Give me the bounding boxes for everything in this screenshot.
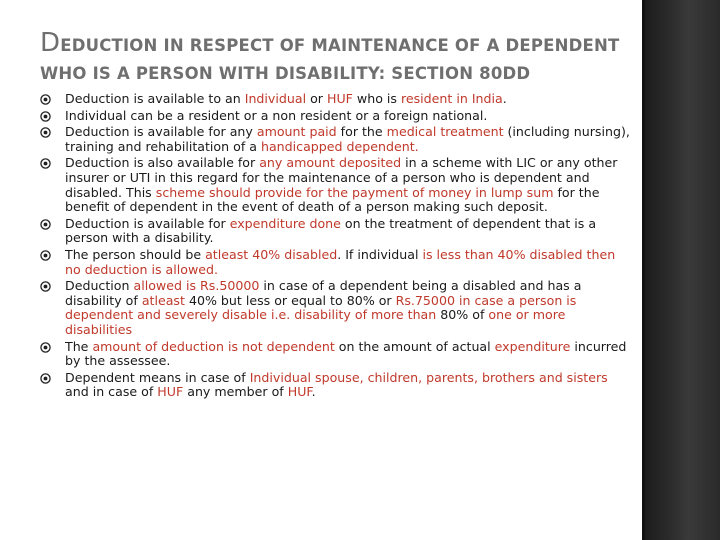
highlighted-text: Rs.75000 in case a person is dependent and severely disable i.e. disability of more than [65,292,577,323]
body-text: 80% of [436,307,489,323]
circled-dot-icon [40,158,51,169]
highlighted-text: atleast 40% disabled [205,246,338,262]
body-text: Dependent means in case of [65,369,250,385]
bullet-list [40,92,630,402]
circled-dot-icon [40,111,51,122]
bullet-item [40,109,630,124]
bullet-item [40,156,630,214]
body-text: The person should be [65,246,206,262]
body-text: 40% but less or equal to 80% or [184,292,396,308]
body-text: any member of [183,384,288,400]
body-text: for the [336,124,387,140]
highlighted-text: HUF [326,91,353,106]
circled-dot-icon [40,127,51,138]
title-line1: EDUCTION IN RESPECT OF MAINTENANCE OF A DEPENDENT [60,36,620,55]
highlighted-text: allowed is Rs.50000 [133,278,260,294]
highlighted-text: Individual [244,91,307,106]
highlighted-text: expenditure [494,338,571,354]
body-text: Deduction is also available for [65,155,260,171]
highlighted-text: expenditure done [229,215,341,231]
body-text: The [65,338,93,354]
body-text: on the amount of actual [334,338,495,354]
highlighted-text: resident in India [400,91,503,106]
highlighted-text: amount of deduction is not dependent [92,338,335,354]
bullet-item [40,217,630,246]
highlighted-text: medical treatment [386,124,504,140]
highlighted-text: HUF [287,384,312,400]
highlighted-text: HUF [157,384,184,400]
highlighted-text: one or more disabilities [65,307,566,337]
bullet-item [40,92,630,107]
decorative-sidebar [642,0,720,540]
circled-dot-icon [40,373,51,384]
circled-dot-icon [40,250,51,261]
body-text: on the treatment of dependent that is a person with a disability. [65,215,597,246]
body-text: . If individual [337,246,423,262]
bullet-item [40,371,630,400]
highlighted-text: atleast [141,292,185,308]
body-text: Deduction [65,278,134,294]
bullet-item [40,248,630,277]
circled-dot-icon [40,219,51,230]
highlighted-text: Individual spouse, children, parents, brothers and sisters [249,369,608,385]
bullet-item [40,340,630,369]
highlighted-text: is less than 40% disabled then no deduction is allowed. [65,246,616,277]
body-text: . [502,91,507,106]
body-text: in a scheme with LIC or any other insurer or UTI in this regard for the maintenance of a person who is dependent and disabled. This [65,155,618,200]
body-text: (including nursing), training and rehabilitation of a [65,124,630,154]
highlighted-text: handicapped dependent. [260,138,419,154]
body-text: Deduction is available for [65,215,230,231]
body-text: Individual can be a resident or a non resident or a foreign national. [65,107,488,123]
body-text: and in case of [65,384,158,400]
body-text: Deduction is available for any [65,124,257,140]
body-text: incurred by the assessee. [65,338,627,369]
title-initial: D [40,28,61,58]
bullet-item [40,125,630,154]
circled-dot-icon [40,342,51,353]
body-text: for the benefit of dependent in the event of death of a person making such deposit. [65,184,600,215]
highlighted-text: amount paid [256,124,337,140]
title-line2: WHO IS A PERSON WITH DISABILITY: SECTION 80DD [40,64,531,84]
body-text: or [306,91,327,106]
body-text: in case of a dependent being a disabled and has a disability of [65,278,582,308]
highlighted-text: scheme should provide for the payment of money in lump sum [155,184,554,200]
body-text: . [311,384,316,400]
body-text: who is [352,91,401,106]
circled-dot-icon [40,281,51,292]
slide-title [40,26,630,85]
highlighted-text: any amount deposited [259,155,402,171]
body-text: Deduction is available to an [65,91,245,106]
bullet-item [40,279,630,337]
circled-dot-icon [40,94,51,105]
